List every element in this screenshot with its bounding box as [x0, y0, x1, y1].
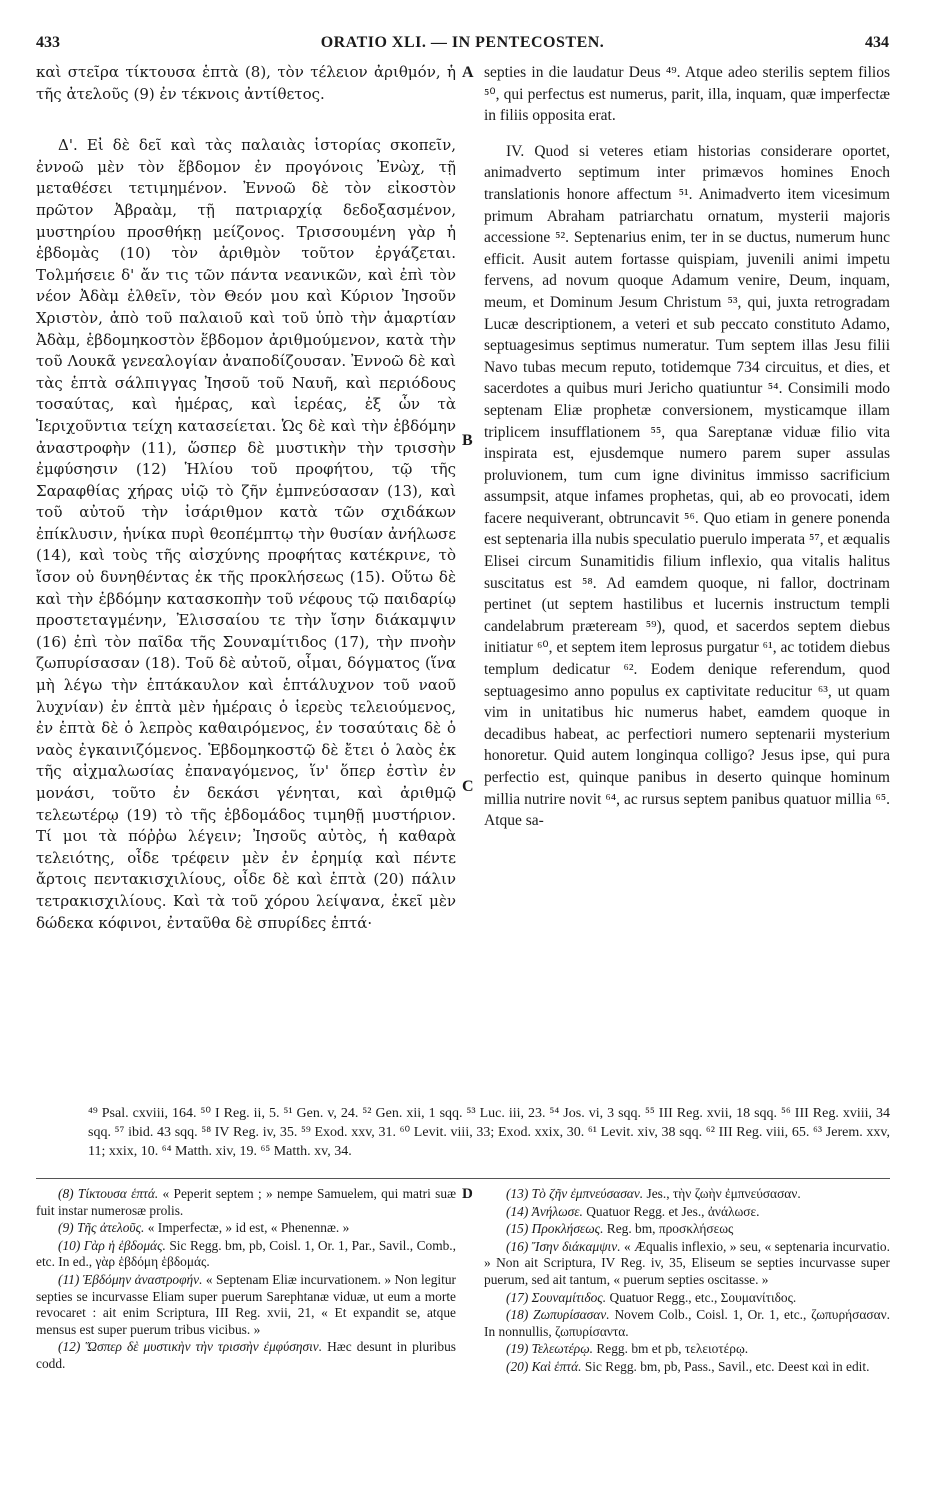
notes-left-column	[36, 1186, 456, 1486]
greek-column	[36, 62, 456, 1100]
note-item	[36, 1186, 456, 1219]
divider-line	[36, 1178, 890, 1179]
margin-marker-a: A	[462, 64, 474, 81]
note-text: Quatuor Regg. et Jes., ἀνάλωσε.	[586, 1203, 760, 1219]
greek-paragraph-1: καὶ στεῖρα τίκτουσα ἑπτὰ (8), τὸν τέλειον ἀριθμόν, ἡ τῆς ἀτελοῦς (9) ἐν τέκνοις ἀντίθετος.	[36, 63, 456, 103]
latin-column	[484, 62, 890, 1100]
note-key: (14) Ἀνήλωσε.	[506, 1203, 583, 1219]
note-key: (17) Σουναμίτιδος.	[506, 1289, 607, 1305]
greek-paragraph-2: Δ'. Εἰ δὲ δεῖ καὶ τὰς παλαιὰς ἱστορίας σκοπεῖν, ἐννοῶ μὲν τὸν ἕβδομον ἐν προγόνοις Ἐνὼχ, τῇ μεταθέσει τετιμημένον. Ἐννοῶ δὲ τὸν εἰκοστὸν πρῶτον Ἀβραὰμ, τῇ πατριαρχίᾳ δεδοξασμένον, μυστηρίου προσθήκῃ μείζονος. Τρισσουμένη γὰρ ἡ ἑβδομὰς (10) τὸν ἀριθμὸν τοῦτον ἐργάζεται. Τολμήσειε δ' ἄν τις τῶν πάντα νεανικῶν, καὶ ἐπὶ τὸν νέον Ἀδὰμ ἐλθεῖν, τὸν Θεόν μου καὶ Κύριον Ἰησοῦν Χριστὸν, ἀπὸ τοῦ παλαιοῦ καὶ τοῦ ὑπὸ τὴν ἁμαρτίαν Ἀδὰμ, ἑβδομηκοστὸν ἕβδομον ἀριθμούμενον, κατὰ τὴν τοῦ Λουκᾶ γενεαλογίαν ἀναποδίζουσαν. Ἐννοῶ δὲ καὶ τὰς ἑπτὰ σάλπιγγας Ἰησοῦ τοῦ Ναυῆ, καὶ περιόδους τοσαύτας, καὶ ἡμέρας, καὶ ἱερέας, ἐξ ὧν τὰ Ἱεριχοῦντια τείχη κατασείεται. Ὡς δὲ καὶ τὴν ἑβδόμην ἀναστροφὴν (11), ὥσπερ δὲ μυστικὴν τὴν τρισσὴν ἐμφύσησιν (12) Ἡλίου τοῦ προφήτου, τῷ τῆς Σαραφθίας χήρας υἱῷ τὸ ζῆν ἐμπνεύσασαν (13), καὶ τοῦ αὐτοῦ τὴν ἰσάριθμον κατὰ τῶν σχιδάκων ἐπίκλυσιν, ἡνίκα πυρὶ θεοπέμπτῳ τὴν θυσίαν ἀνήλωσε (14), καὶ τοὺς τῆς αἰσχύνης προφήτας κατέκρινε, τὸ ἴσον οὐ δυνηθέντας ἐκ τῆς προκλήσεως (15). Οὕτω δὲ καὶ τὴν ἑβδόμην κατασκοπὴν τοῦ νέφους τῷ παιδαρίῳ προστεταγμένην, Ἐλισσαίου τε τὴν ἴσην διάκαμψιν (16) ἐπὶ τὸν παῖδα τῆς Σουναμίτιδος (17), τὴν πνοὴν ζωπυρίσασαν (18). Τοῦ δὲ αὐτοῦ, οἶμαι, δόγματος (ἵνα μὴ λέγω τὴν ἑπτάκαυλον καὶ ἑπτάλυχνον τοῦ ναοῦ λυχνίαν) ἐν ἑπτὰ μὲν ἡμέραις ὁ ἱερεὺς τελειούμενος, ἐν ἑπτὰ δὲ ὁ λεπρὸς καθαιρόμενος, ἐν τοσαύταις δὲ ὁ ναὸς ἐγκαινιζόμενος. Ἑβδομηκοστῷ δὲ ἔτει ὁ λαὸς ἐκ τῆς αἰχμαλωσίας ἐπαναγόμενος, ἵν' ὅπερ ἐστὶν ἐν μονάσι, τοῦτο ἐν δεκάσι γένηται, καὶ ἀριθμῷ τελεωτέρῳ (19) τὸ τῆς ἑβδομάδος τιμηθῇ μυστήριον. Τί μοι τὰ πόῤῥω λέγειν; Ἰησοῦς αὐτὸς, ἡ καθαρὰ τελειότης, οἶδε τρέφειν μὲν ἐν ἐρημίᾳ καὶ πέντε ἄρτοις πεντακισχιλίους, οἶδε δὲ καὶ ἑπτὰ (20) πάλιν τετρακισχιλίους. Καὶ τὰ τοῦ χόρου λείψανα, ἐκεῖ μὲν δώδεκα κόφινοι, ἐνταῦθα δὲ σπυρίδες ἑπτά·	[36, 136, 456, 932]
scripture-references: ⁴⁹ Psal. cxviii, 164. ⁵⁰ I Reg. ii, 5. ⁵¹ Gen. v, 24. ⁵² Gen. xii, 1 sqq. ⁵³ Luc. iii, 23. ⁵⁴ Jos. vi, 3 sqq. ⁵⁵ III Reg. xvii, 18 sqq. ⁵⁶ III Reg. xviii, 34 sqq. ⁵⁷ ibid. 43 sqq. ⁵⁸ IV Reg. iv, 35. ⁵⁹ Exod. xxv, 31. ⁶⁰ Levit. viii, 33; Exod. xxix, 30. ⁶¹ Levit. xiv, 38 sqq. ⁶² III Reg. viii, 65. ⁶³ Jerem. xxv, 11; xxix, 10. ⁶⁴ Matth. xiv, 19. ⁶⁵ Matth. xv, 34.	[88, 1106, 890, 1159]
note-text: Jes., τὴν ζωὴν ἐμπνεύσασαν.	[646, 1186, 801, 1201]
note-key: (11) Ἑβδόμην ἀναστροφήν.	[58, 1271, 203, 1287]
note-text: Sic Regg. bm, pb, Pass., Savil., etc. Deest καὶ in edit.	[584, 1358, 870, 1374]
note-key: (12) Ὥσπερ δὲ μυστικὴν τὴν τρισσὴν ἐμφύσησιν.	[58, 1339, 323, 1355]
note-text: Quatuor Regg., etc., Σουμανίτιδος.	[609, 1289, 797, 1305]
note-text: « Æqualis inflexio, » seu, « septenaria incurvatio. » Non ait Scriptura, IV Reg. iv, 35, Eliseum se septies incurvasse super puerum, sed ait tantum, « puerum septies oscitasse. »	[484, 1238, 890, 1287]
latin-paragraph-1: septies in die laudatur Deus ⁴⁹. Atque adeo sterilis septem filios ⁵⁰, qui perfectus est numerus, parit, illa, inquam, quæ imperfectæ in filiis opposita erat.	[484, 64, 890, 125]
note-text: Hæc desunt in pluribus codd.	[36, 1339, 456, 1371]
note-text: Reg. bm, προσκλήσεως	[606, 1221, 734, 1237]
margin-marker-d: D	[462, 1186, 473, 1202]
note-item	[484, 1341, 890, 1358]
page-number-left: 433	[36, 34, 60, 51]
note-text: « Peperit septem ; » nempe Samuelem, qui matri suæ fuit instar numerosæ prolis.	[36, 1186, 456, 1218]
note-text: Novem Colb., Coisl. 1, Or. 1, etc., ζωπυρήσασαν. In nonnullis, ζωπυρίσαντα.	[484, 1307, 890, 1339]
running-title: ORATIO XLI. — IN PENTECOSTEN.	[320, 34, 605, 51]
note-key: (9) Τῆς ἀτελοῦς.	[58, 1220, 145, 1236]
note-item	[36, 1339, 456, 1372]
note-item	[484, 1359, 890, 1376]
note-key: (20) Καὶ ἑπτά.	[506, 1358, 582, 1374]
note-item	[484, 1221, 890, 1238]
latin-paragraph-2: IV. Quod si veteres etiam historias considerare oportet, animadverto septimum inter primævos homines Enoch translationis honore affectum ⁵¹. Animadverto item vicesimum primum Abraham patriarchatu ornatum, mysterii majoris accessione ⁵². Septenarius enim, ter in se ductus, numerum hunc efficit. Ausit autem fortasse quispiam, juvenili animi impetu fervens, ad novum quoque Adamum venire, Deum, inquam, meum, et Dominum Jesum Christum ⁵³, qui, juxta retrogradam Lucæ descriptionem, a veteri et sub peccato constituto Adamo, septuagesimus septimus numeratur. Tum septem illas Jesu filii Navo tubas mecum reputo, totidemque 734 circuitus, et dies, et sacerdotes a quibus muri Jericho quatiuntur ⁵⁴. Consimili modo septenam Eliæ prophetæ conversionem, mysticamque illam triplicem insufflationem ⁵⁵, qua Sareptanæ viduæ filio vita inspirata est, ejusdemque numero parem super assulas proluvionem, tum cum igne divinitus immisso sacrificium assumpsit, atque infames prophetas, qui, ab eo provocati, idem facere nequiverant, obtruncavit ⁵⁶. Quo etiam in genere ponenda est septenaria illa nubis speculatio puerulo imperata ⁵⁷, et æqualis Elisei circum Sunamitidis filium inflexio, qua vitalis halitus suscitatus est ⁵⁸. Ad eamdem quoque, ni fallor, doctrinam pertinet (ut septem hastilibus et lucernis instructum templi candelabrum præteream ⁵⁹), quod, et sacerdos septem diebus initiatur ⁶⁰, et septem item leprosus purgatur ⁶¹, ac totidem diebus templum dedicatur ⁶². Eodem denique referendum, quod septuagesimo anno populus ex captivitate reducitur ⁶³, ut quam vim in unitatibus hic numerus habet, eamdem quoque in decadibus habeat, ac perfectiori numero septenarii mysterium honoretur. Quid autem longinqua colligo? Jesus ipse, qui pura perfectio est, quinque panibus in deserto quinque hominum millia nutrire novit ⁶⁴, ac rursus septem panibus quatuor millia ⁶⁵. Atque sa-	[484, 142, 890, 830]
note-key: (19) Τελεωτέρῳ.	[506, 1341, 593, 1357]
margin-marker-c: C	[462, 778, 474, 795]
note-key: (8) Τίκτουσα ἑπτά.	[58, 1186, 159, 1201]
note-key: (13) Τὸ ζῆν ἐμπνεύσασαν.	[506, 1186, 644, 1201]
margin-marker-b: B	[462, 432, 473, 449]
note-text: « Septenam Eliæ incurvationem. » Non legitur septies se incurvasse Eliam super puerum Sarephtanæ viduæ, ut eum a morte revocaret : ait enim Scriptura, III Reg. xvii, 21, « Et expandit se, atque mensus est super puerum tribus vicibus. »	[36, 1271, 456, 1337]
note-key: (10) Γὰρ ἡ ἑβδομάς.	[58, 1237, 166, 1253]
note-item	[484, 1186, 890, 1203]
notes-right-column	[484, 1186, 890, 1486]
note-key: (18) Ζωπυρίσασαν.	[506, 1307, 610, 1323]
page-header	[0, 34, 925, 58]
note-item	[484, 1239, 890, 1289]
note-item	[36, 1220, 456, 1237]
note-text: Regg. bm et pb, τελειοτέρῳ.	[596, 1341, 749, 1357]
note-key: (15) Προκλήσεως.	[506, 1221, 604, 1237]
note-item	[484, 1307, 890, 1340]
note-item	[36, 1238, 456, 1271]
note-text: « Imperfectæ, » id est, « Phenennæ. »	[147, 1220, 350, 1236]
note-item	[36, 1272, 456, 1338]
note-key: (16) Ἴσην διάκαμψιν.	[506, 1238, 621, 1254]
note-text: Sic Regg. bm, pb, Coisl. 1, Or. 1, Par., Savil., Comb., etc. In ed., γὰρ ἑβδόμη ἑβδομάς.	[36, 1237, 456, 1270]
note-item	[484, 1290, 890, 1307]
note-item	[484, 1204, 890, 1221]
page-number-right: 434	[865, 34, 889, 51]
